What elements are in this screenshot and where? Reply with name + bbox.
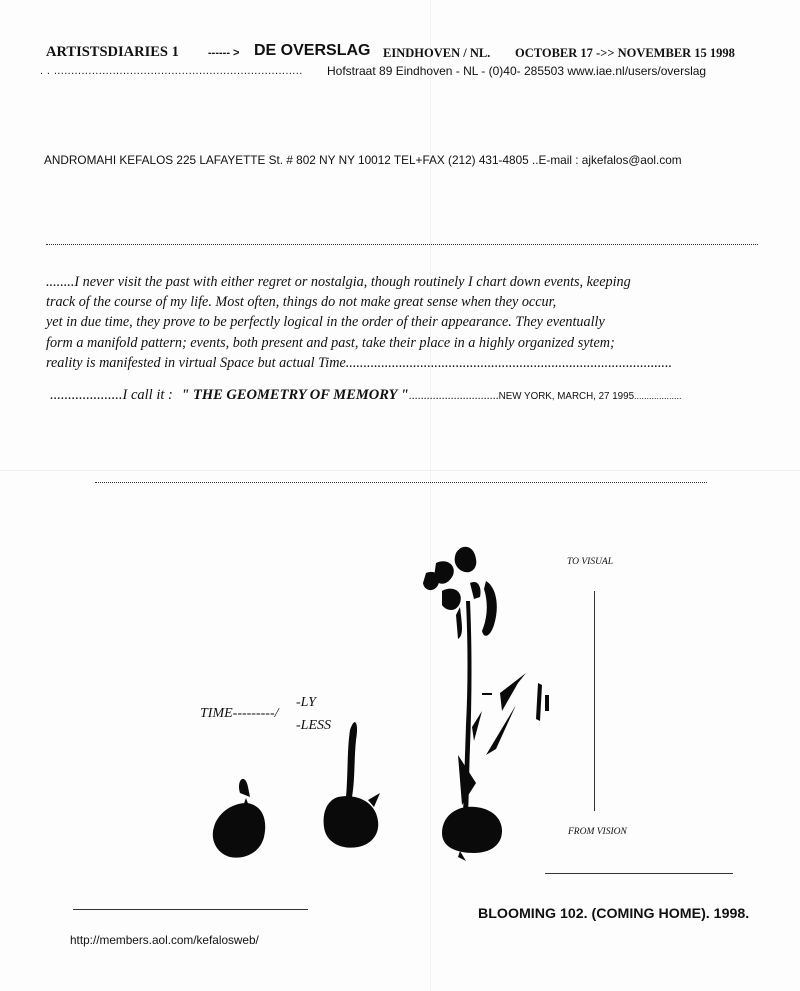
footer-underline-left (73, 909, 308, 910)
artwork-title: BLOOMING 102. (COMING HOME). 1998. (478, 906, 750, 922)
artwork-concept-title: " THE GEOMETRY OF MEMORY " (181, 387, 409, 403)
geometry-of-memory-line (50, 386, 682, 406)
statement-line-1: ........I never visit the past with either regret or nostalgia, though routinely I chart down events, keeping (46, 274, 631, 290)
bulb-left (213, 779, 265, 858)
statement-line-5: reality is manifested in virtual Space but actual Time............................................................................................ (46, 355, 673, 371)
dotted-rule-top (46, 244, 758, 245)
call-dots: .............................. (408, 388, 499, 402)
place-date: NEW YORK, MARCH, 27 1995 (498, 391, 635, 402)
series-title: ARTISTSDIARIES 1 (46, 44, 179, 60)
venue-address: Hofstraat 89 Eindhoven - NL - (0)40- 285503 www.iae.nl/users/overslag (327, 64, 707, 78)
to-visual-label: TO VISUAL (567, 557, 614, 567)
call-prefix: ....................I call it : (50, 387, 173, 403)
artist-contact: ANDROMAHI KEFALOS 225 LAFAYETTE St. # 802 NY NY 10012 TEL+FAX (212) 431-4805 ..E-mail : ajkefalos@aol.com (44, 153, 682, 167)
header-leader-dots: . . ........................................................................ (40, 65, 303, 77)
artwork-underline-right (545, 873, 733, 874)
statement-line-2: track of the course of my life. Most often, things do not make great sense when they occur, (46, 294, 557, 310)
blooming-artwork (190, 535, 570, 875)
time-label: TIME---------/ (200, 706, 279, 721)
venue-name: DE OVERSLAG (254, 42, 371, 59)
paper-fold-horizontal (0, 470, 800, 471)
vertical-rule (594, 591, 595, 811)
suffix-ly: -LY (296, 695, 316, 710)
trailing-dots: ................... (634, 391, 682, 401)
dotted-rule-bottom (95, 482, 707, 483)
header-arrow: ------ > (208, 47, 240, 59)
bulb-right-bloom (423, 547, 549, 861)
statement-line-3: yet in due time, they prove to be perfectly logical in the order of their appearance. They eventually (46, 314, 605, 330)
exhibition-dates: OCTOBER 17 ->> NOVEMBER 15 1998 (515, 46, 735, 60)
suffix-less: -LESS (296, 718, 331, 733)
from-vision-label: FROM VISION (568, 827, 627, 837)
venue-location: EINDHOVEN / NL. (383, 46, 491, 60)
bulb-middle (324, 722, 380, 848)
statement-line-4: form a manifold pattern; events, both present and past, take their place in a highly organized sytem; (46, 335, 615, 351)
website-link[interactable]: http://members.aol.com/kefalosweb/ (70, 933, 259, 947)
